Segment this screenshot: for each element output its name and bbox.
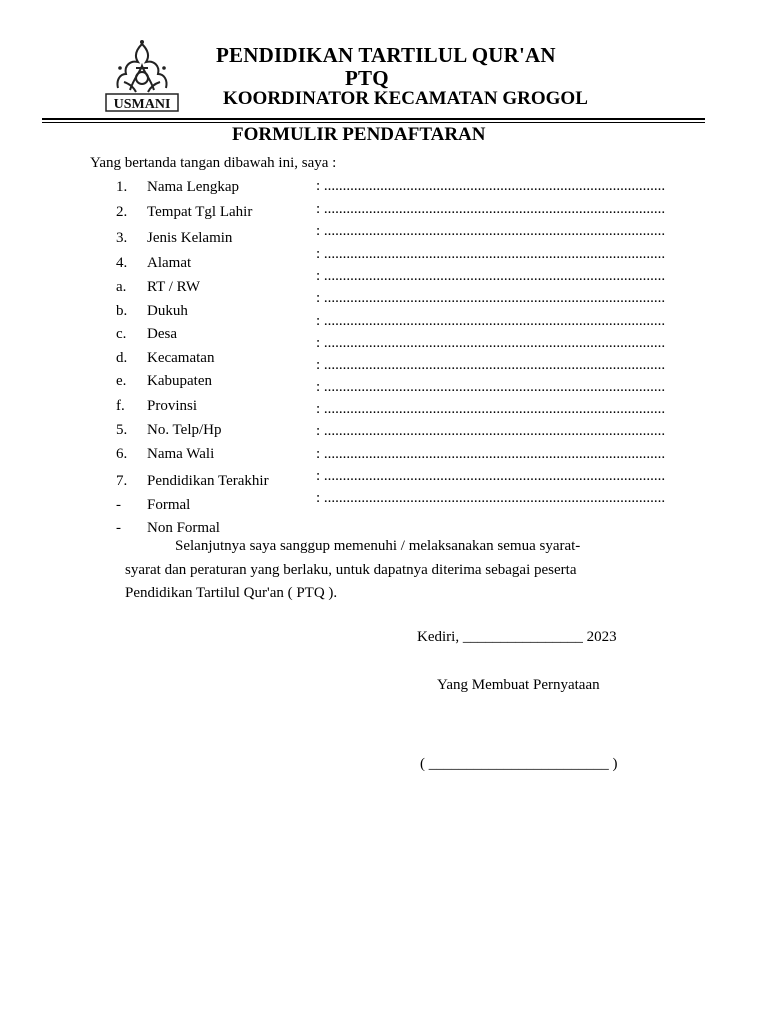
field-label: Kabupaten [147,373,212,389]
field-fill-line[interactable]: : ........................................................................................... [316,490,666,506]
field-fill-line[interactable]: : ........................................................................................... [316,357,666,373]
field-number: - [116,497,121,513]
field-number: 6. [116,446,128,462]
date-line[interactable]: Kediri, ________________ 2023 [417,629,617,645]
signer-title: Yang Membuat Pernyataan [437,677,600,693]
field-number: a. [116,279,127,295]
field-fill-line[interactable]: : ........................................................................................... [316,401,666,417]
field-fill-line[interactable]: : ........................................................................................... [316,246,666,262]
field-label: RT / RW [147,279,200,295]
field-number: 1. [116,179,128,195]
field-label: No. Telp/Hp [147,422,222,438]
field-label: Nama Wali [147,446,215,462]
field-fill-line[interactable]: : ........................................................................................... [316,178,666,194]
field-fill-line[interactable]: : ........................................................................................... [316,313,666,329]
statement-line-2: syarat dan peraturan yang berlaku, untuk dapatnya diterima sebagai peserta [125,562,577,578]
field-label: Dukuh [147,303,188,319]
field-fill-line[interactable]: : ........................................................................................... [316,223,666,239]
field-number: 4. [116,255,128,271]
header-subtitle: KOORDINATOR KECAMATAN GROGOL [223,88,588,109]
org-name: PENDIDIKAN TARTILUL QUR'AN [216,43,556,67]
header-rule-thick [42,118,705,120]
header-rule-thin [42,122,705,123]
logo-text: USMANI [113,97,171,112]
field-fill-line[interactable]: : ........................................................................................... [316,335,666,351]
field-label: Desa [147,326,177,342]
field-fill-line[interactable]: : ........................................................................................... [316,268,666,284]
field-label: Jenis Kelamin [147,230,233,246]
field-label: Formal [147,497,191,513]
field-fill-line[interactable]: : ........................................................................................... [316,423,666,439]
field-fill-line[interactable]: : ........................................................................................... [316,290,666,306]
field-number: 2. [116,204,128,220]
field-fill-line[interactable]: : ........................................................................................... [316,201,666,217]
form-intro: Yang bertanda tangan dibawah ini, saya : [90,155,337,171]
field-number: 7. [116,473,128,489]
form-title: FORMULIR PENDAFTARAN [232,124,486,145]
field-label: Provinsi [147,398,198,414]
field-label: Pendidikan Terakhir [147,473,269,489]
field-number: 5. [116,422,128,438]
field-number: - [116,520,121,536]
field-label: Nama Lengkap [147,179,240,195]
statement-line-3: Pendidikan Tartilul Qur'an ( PTQ ). [125,585,338,601]
field-fill-line[interactable]: : ........................................................................................... [316,379,666,395]
signature-line[interactable]: ( ________________________ ) [420,756,618,772]
field-number: f. [116,398,125,414]
field-number: e. [116,373,127,389]
field-label: Tempat Tgl Lahir [147,204,253,220]
field-number: b. [116,303,128,319]
field-label: Non Formal [147,520,220,536]
org-abbr: PTQ [345,66,389,90]
field-label: Alamat [147,255,192,271]
usmani-logo [100,38,184,114]
statement-line-1: Selanjutnya saya sanggup memenuhi / melaksanakan semua syarat- [175,538,581,554]
field-fill-line[interactable]: : ........................................................................................... [316,468,666,484]
field-number: 3. [116,230,128,246]
field-label: Kecamatan [147,350,215,366]
field-number: d. [116,350,128,366]
field-fill-line[interactable]: : ........................................................................................... [316,446,666,462]
field-number: c. [116,326,127,342]
